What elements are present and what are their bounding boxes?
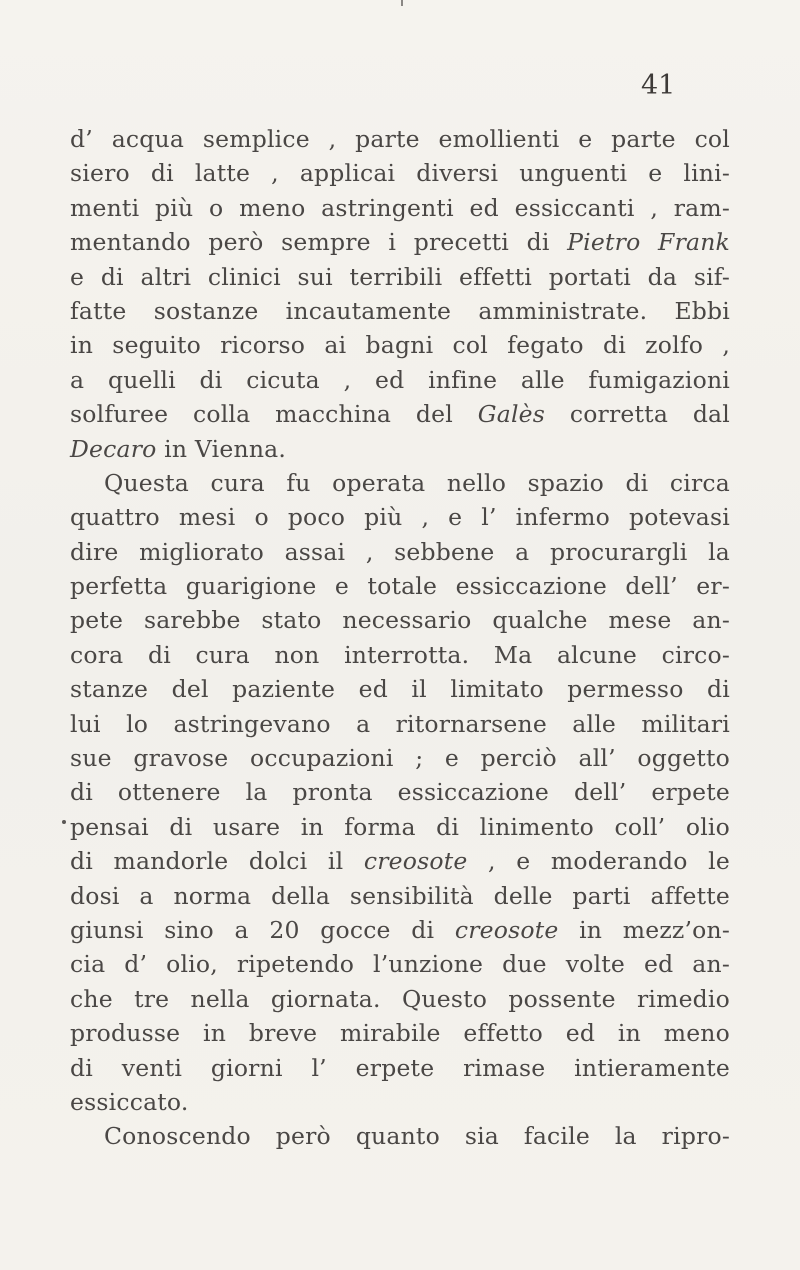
- text-line: e di altri clinici sui terribili effetti portati da sif-: [70, 262, 730, 291]
- text-line: cia d’ olio, ripetendo l’unzione due volte ed an-: [70, 950, 730, 979]
- text-line: fatte sostanze incautamente amministrate. Ebbi: [70, 296, 730, 325]
- text-line: [70, 225, 730, 259]
- text-line: essiccato.: [70, 1087, 189, 1116]
- text-line: siero di latte , applicai diversi unguenti e lini-: [70, 159, 730, 188]
- italic-text: Galès: [477, 400, 546, 429]
- text-segment: corretta dal: [545, 400, 730, 429]
- text-line: [70, 913, 730, 947]
- text-line: Questa cura fu operata nello spazio di circa: [104, 468, 730, 497]
- text-line: dire migliorato assai , sebbene a procurargli la: [70, 537, 730, 566]
- italic-text: Decaro: [70, 434, 157, 463]
- text-segment: , e moderando le: [467, 847, 730, 876]
- italic-text: creosote: [363, 847, 468, 876]
- italic-text: Pietro Frank: [567, 228, 730, 257]
- text-line: lui lo astringevano a ritornarsene alle militari: [70, 709, 730, 738]
- text-line: di venti giorni l’ erpete rimase intieramente: [70, 1053, 730, 1082]
- text-line: sue gravose occupazioni ; e perciò all’ oggetto: [70, 744, 730, 773]
- text-segment: mentando però sempre i precetti di: [70, 228, 568, 257]
- text-line: [70, 397, 730, 431]
- text-line: a quelli di cicuta , ed infine alle fumigazioni: [70, 365, 730, 394]
- text-line: in seguito ricorso ai bagni col fegato di zolfo ,: [70, 331, 730, 360]
- text-line: [70, 844, 730, 878]
- italic-text: creosote: [454, 915, 559, 944]
- text-segment: solfuree colla macchina del: [70, 400, 478, 429]
- text-line: che tre nella giornata. Questo possente rimedio: [70, 984, 730, 1013]
- text-line: Conoscendo però quanto sia facile la ripro-: [104, 1122, 730, 1151]
- text-segment: giunsi sino a 20 gocce di: [70, 915, 455, 944]
- page-number: 41: [641, 70, 676, 101]
- text-line: [70, 432, 730, 466]
- text-line: perfetta guarigione e totale essiccazione dell’ er-: [70, 572, 730, 601]
- text-line: di ottenere la pronta essiccazione dell’ erpete: [70, 778, 730, 807]
- text-segment: di mandorle dolci il: [70, 847, 364, 876]
- text-line: quattro mesi o poco più , e l’ infermo potevasi: [70, 503, 730, 532]
- text-line: pensai di usare in forma di linimento coll’ olio: [70, 812, 730, 841]
- text-line: d’ acqua semplice , parte emollienti e parte col: [70, 125, 730, 153]
- top-edge-mark: [401, 0, 403, 6]
- text-line: pete sarebbe stato necessario qualche mese an-: [70, 606, 730, 635]
- text-line: stanze del paziente ed il limitato permesso di: [70, 675, 730, 704]
- text-line: produsse in breve mirabile effetto ed in meno: [70, 1019, 730, 1048]
- text-segment: in mezz’on-: [558, 915, 730, 944]
- text-segment: in Vienna.: [156, 434, 287, 463]
- text-line: dosi a norma della sensibilità delle parti affette: [70, 881, 730, 910]
- margin-dot: [62, 820, 66, 824]
- body-text: [70, 122, 730, 1154]
- text-line: menti più o meno astringenti ed essiccanti , ram-: [70, 193, 730, 222]
- text-line: cora di cura non interrotta. Ma alcune circo-: [70, 640, 730, 669]
